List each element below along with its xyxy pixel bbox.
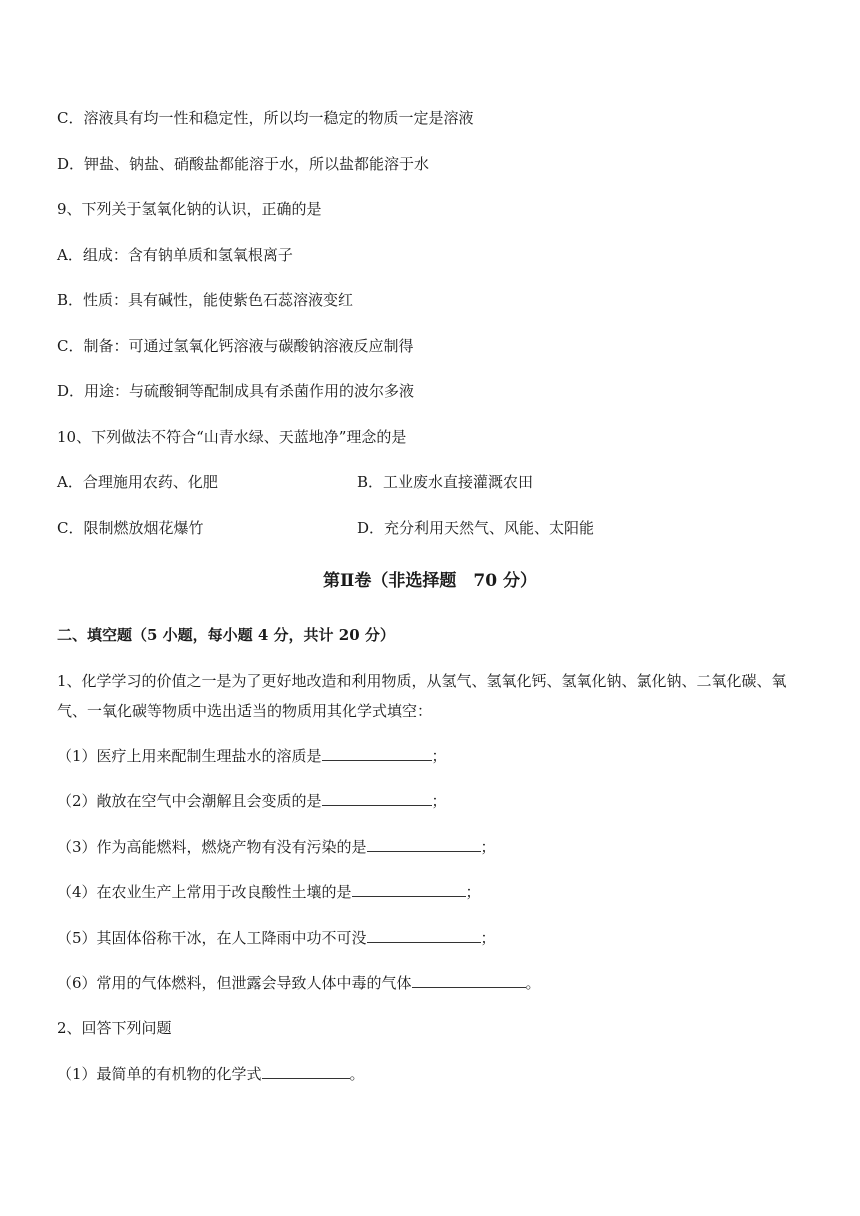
fill1-item-2-end: ； (431, 792, 447, 810)
q9-stem: 9、下列关于氢氧化钠的认识，正确的是 (57, 200, 322, 218)
fill-section-heading: 二、填空题（5 小题，每小题 4 分，共计 20 分） (57, 626, 395, 644)
fill1-item-2-text: （2）敞放在空气中会潮解且会变质的是 (57, 792, 322, 810)
q9-option-d: D．用途：与硫酸铜等配制成具有杀菌作用的波尔多液 (57, 382, 415, 400)
q8-option-d: D．钾盐、钠盐、硝酸盐都能溶于水，所以盐都能溶于水 (57, 155, 430, 173)
fill1-item-6 (57, 972, 541, 994)
fill1-item-6-text: （6）常用的气体燃料，但泄露会导致人体中毒的气体 (57, 974, 412, 992)
fill1-item-1-text: （1）医疗上用来配制生理盐水的溶质是 (57, 747, 322, 765)
fill1-item-2 (57, 790, 447, 812)
part2-title: 第Ⅱ卷（非选择题 70 分） (323, 571, 537, 591)
answer-blank[interactable] (262, 1064, 350, 1079)
fill1-item-1 (57, 745, 447, 767)
answer-blank[interactable] (322, 791, 432, 806)
fill1-item-3-text: （3）作为高能燃料，燃烧产物有没有污染的是 (57, 838, 367, 856)
q10-option-c: C．限制燃放烟花爆竹 (57, 519, 204, 537)
fill1-item-3 (57, 836, 496, 858)
fill1-item-6-end: 。 (525, 974, 541, 992)
fill1-item-4 (57, 881, 481, 903)
fill1-stem: 1、化学学习的价值之一是为了更好地改造和利用物质，从氢气、氢氧化钙、氢氧化钠、氯化钠、二氧化碳、氧气、一氧化碳等物质中选出适当的物质用其化学式填空： (57, 672, 787, 720)
q10-option-b: B．工业废水直接灌溉农田 (357, 473, 534, 491)
q9-option-a: A．组成：含有钠单质和氢氧根离子 (57, 246, 293, 264)
fill1-item-5-text: （5）其固体俗称干冰，在人工降雨中功不可没 (57, 929, 367, 947)
q9-option-c: C．制备：可通过氢氧化钙溶液与碳酸钠溶液反应制得 (57, 337, 414, 355)
q10-stem: 10、下列做法不符合“山青水绿、天蓝地净”理念的是 (57, 428, 407, 446)
fill2-item-1 (57, 1063, 365, 1085)
q8-option-c: C．溶液具有均一性和稳定性，所以均一稳定的物质一定是溶液 (57, 109, 474, 127)
fill1-item-4-text: （4）在农业生产上常用于改良酸性土壤的是 (57, 883, 352, 901)
answer-blank[interactable] (367, 928, 481, 943)
fill1-item-1-end: ； (431, 747, 447, 765)
fill1-item-5 (57, 927, 496, 949)
fill1-item-3-end: ； (480, 838, 496, 856)
q9-option-b: B．性质：具有碱性，能使紫色石蕊溶液变红 (57, 291, 354, 309)
fill1-item-4-end: ； (465, 883, 481, 901)
answer-blank[interactable] (352, 882, 466, 897)
answer-blank[interactable] (367, 837, 481, 852)
answer-blank[interactable] (322, 746, 432, 761)
q10-option-a: A．合理施用农药、化肥 (57, 473, 218, 491)
answer-blank[interactable] (412, 973, 526, 988)
fill2-item-1-end: 。 (349, 1065, 365, 1083)
fill2-item-1-text: （1）最简单的有机物的化学式 (57, 1065, 262, 1083)
q10-option-d: D．充分利用天然气、风能、太阳能 (357, 519, 595, 537)
fill1-item-5-end: ； (480, 929, 496, 947)
fill2-stem: 2、回答下列问题 (57, 1019, 172, 1037)
